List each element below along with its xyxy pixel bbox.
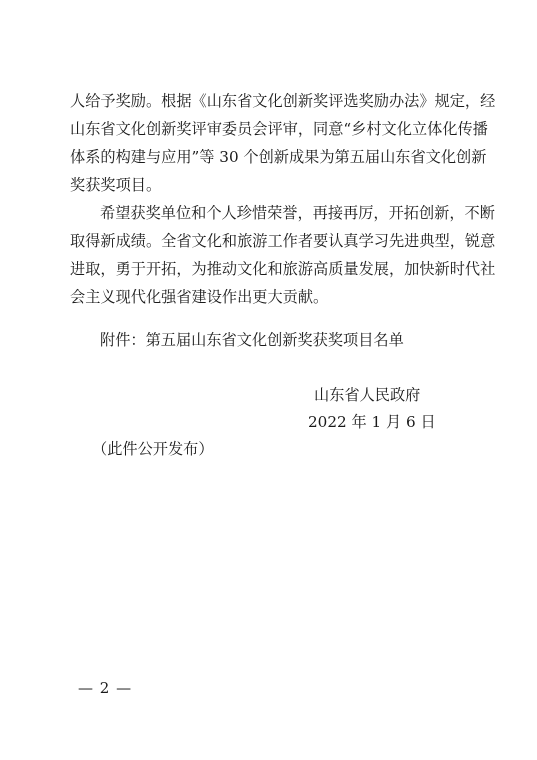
paragraph-2-line-4: 会主义现代化强省建设作出更大贡献。 [70,288,329,306]
publication-note: （此件公开发布） [92,440,214,458]
page-number: — 2 — [78,679,133,697]
paragraph-1-line-4: 奖获奖项目。 [70,176,162,194]
paragraph-2-line-2: 取得新成绩。全省文化和旅游工作者要认真学习先进典型，锐意 [70,232,496,250]
paragraph-2-line-1: 希望获奖单位和个人珍惜荣誉，再接再厉，开拓创新，不断 [100,204,495,222]
paragraph-2-line-3: 进取，勇于开拓，为推动文化和旅游高质量发展，加快新时代社 [70,260,496,278]
paragraph-1-line-3: 体系的构建与应用”等 30 个创新成果为第五届山东省文化创新 [70,148,487,166]
issue-date: 2022 年 1 月 6 日 [308,413,436,431]
issuer-name: 山东省人民政府 [314,386,421,404]
paragraph-1-line-2: 山东省文化创新奖评审委员会评审，同意“乡村文化立体化传播 [70,120,488,138]
attachment-line: 附件：第五届山东省文化创新奖获奖项目名单 [100,331,404,349]
paragraph-1-line-1: 人给予奖励。根据《山东省文化创新奖评选奖励办法》规定，经 [70,92,496,110]
